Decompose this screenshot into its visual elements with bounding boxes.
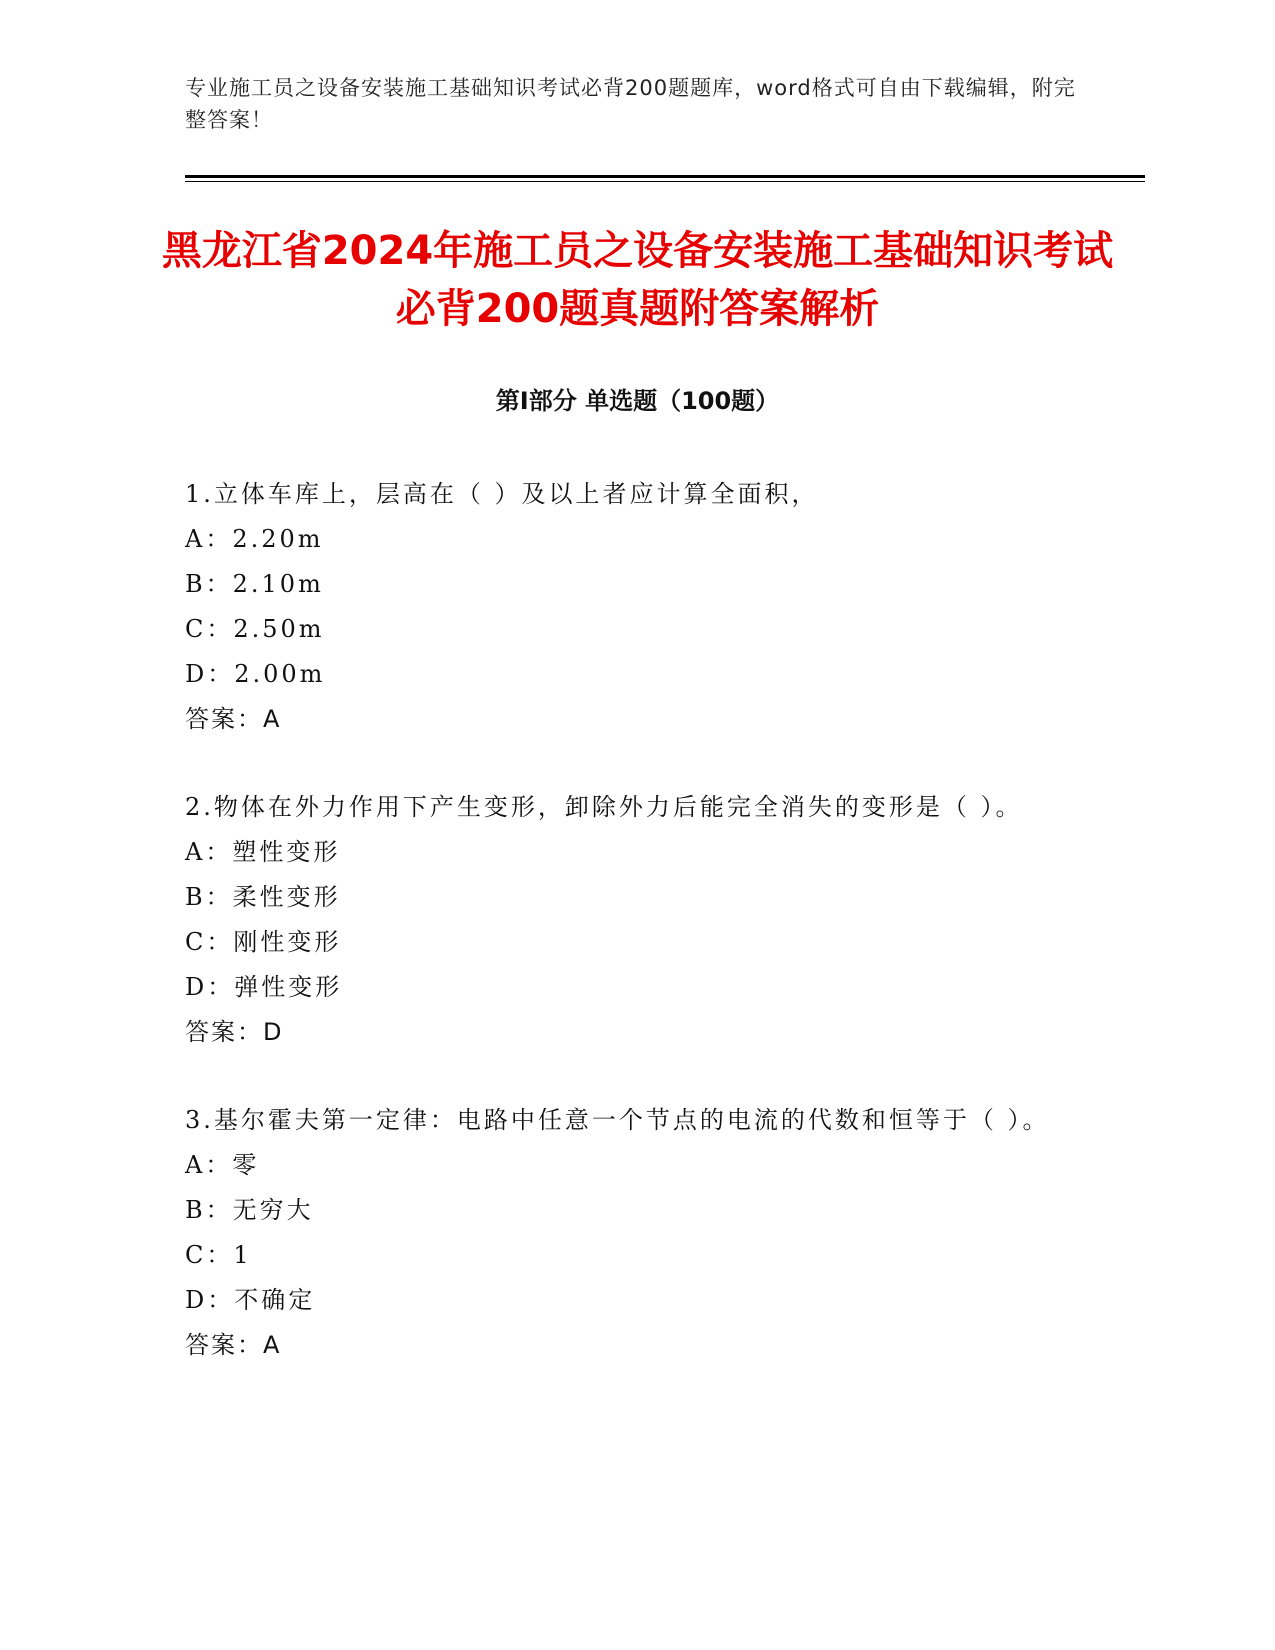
option-b: B：2.10m [185, 570, 324, 598]
question-3 [185, 1098, 1065, 1368]
question-1 [185, 472, 1065, 742]
question-stem: 2.物体在外力作用下产生变形，卸除外力后能完全消失的变形是（ ）。 [185, 793, 1023, 821]
option-b: B：柔性变形 [185, 883, 341, 911]
option-a: A：零 [185, 1151, 260, 1179]
section-heading: 第Ⅰ部分 单选题（100题） [495, 387, 780, 415]
option-c: C：2.50m [185, 615, 325, 643]
question-stem: 1.立体车库上，层高在（ ）及以上者应计算全面积， [185, 480, 819, 508]
question-stem: 3.基尔霍夫第一定律：电路中任意一个节点的电流的代数和恒等于（ ）。 [185, 1106, 1050, 1134]
option-d: D：2.00m [185, 660, 326, 688]
answer: 答案：A [185, 705, 282, 733]
answer: 答案：A [185, 1331, 282, 1359]
option-b: B：无穷大 [185, 1196, 314, 1224]
header-note: 专业施工员之设备安装施工基础知识考试必背200题题库，word格式可自由下载编辑，附完整答案！ [185, 76, 1076, 132]
option-d: D：不确定 [185, 1286, 316, 1314]
option-c: C：刚性变形 [185, 928, 342, 956]
document-title: 黑龙江省2024年施工员之设备安装施工基础知识考试必背200题真题附答案解析 [161, 228, 1114, 332]
header-rule-thin [185, 181, 1145, 182]
option-a: A：塑性变形 [185, 838, 341, 866]
question-list [185, 472, 1065, 1411]
option-d: D：弹性变形 [185, 973, 343, 1001]
option-c: C：1 [185, 1241, 252, 1269]
answer: 答案：D [185, 1018, 284, 1046]
header-rule-thick [185, 175, 1145, 178]
question-2 [185, 785, 1065, 1055]
option-a: A：2.20m [185, 525, 324, 553]
